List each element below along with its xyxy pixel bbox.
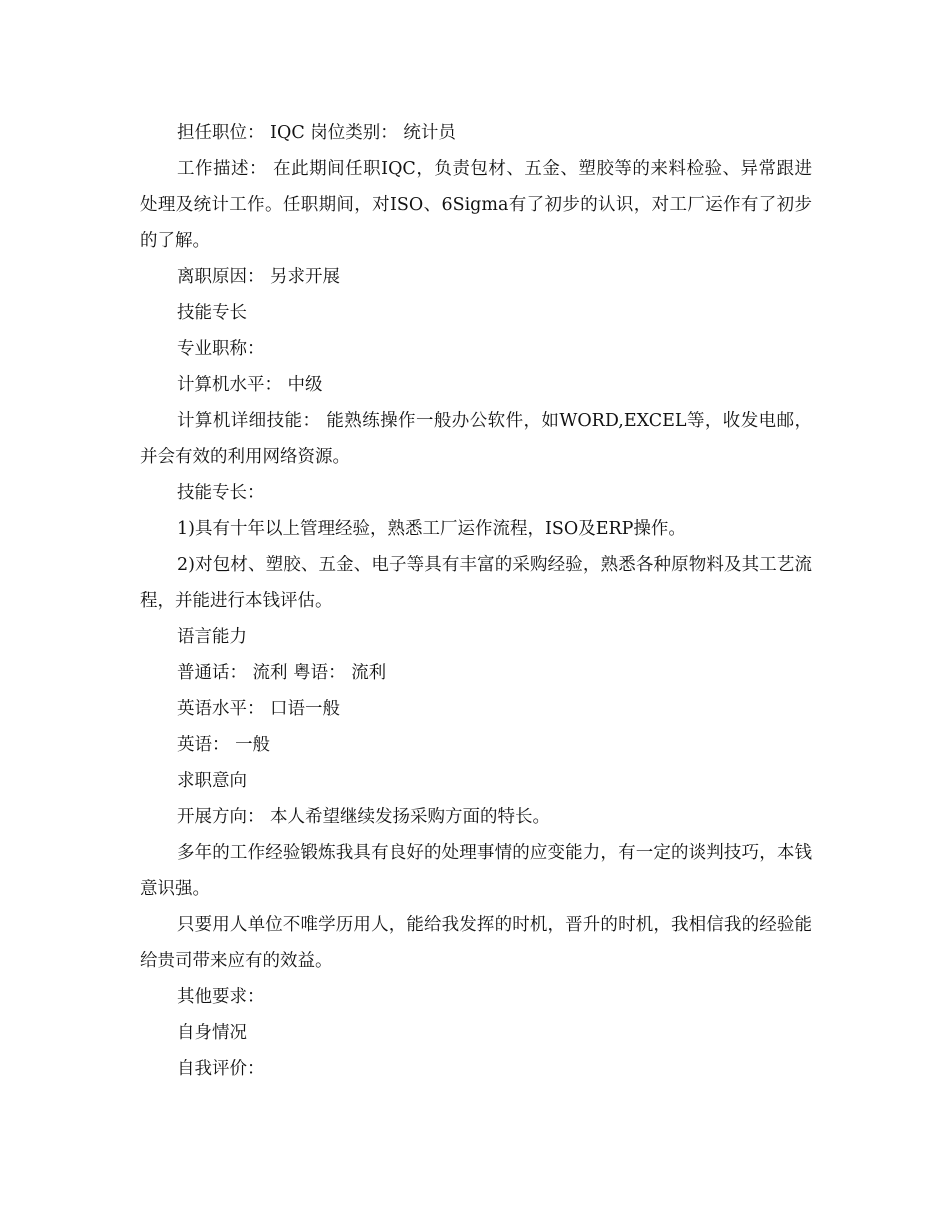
section-heading-skills: 技能专长	[177, 303, 247, 323]
paragraph-development-direction: 开展方向： 本人希望继续发扬采购方面的特长。	[177, 807, 551, 827]
paragraph-experience: 多年的工作经验锻炼我具有良好的处理事情的应变能力，有一定的谈判技巧，本钱意识强。	[140, 843, 812, 899]
paragraph-english-level: 英语水平： 口语一般	[177, 699, 341, 719]
paragraph-mandarin-cantonese: 普通话： 流利 粤语： 流利	[177, 663, 387, 683]
paragraph-skills-label: 技能专长：	[177, 483, 265, 503]
paragraph-computer-skills: 计算机详细技能： 能熟练操作一般办公软件，如WORD,EXCEL等，收发电邮，并会有效的利用网络资源。	[140, 411, 812, 467]
section-heading-personal-situation: 自身情况	[177, 1023, 247, 1043]
paragraph-english: 英语： 一般	[177, 735, 271, 755]
paragraph-skill-1: 1)具有十年以上管理经验，熟悉工厂运作流程，ISO及ERP操作。	[177, 519, 686, 539]
paragraph-expectation: 只要用人单位不唯学历用人，能给我发挥的时机，晋升的时机，我相信我的经验能给贵司带来应有的效益。	[140, 915, 812, 971]
paragraph-computer-level: 计算机水平： 中级	[177, 375, 323, 395]
paragraph-self-evaluation: 自我评价：	[177, 1059, 265, 1079]
section-heading-job-intention: 求职意向	[177, 771, 247, 791]
paragraph-skill-2: 2)对包材、塑胶、五金、电子等具有丰富的采购经验，熟悉各种原物料及其工艺流程，并能进行本钱评估。	[140, 555, 812, 611]
paragraph-professional-title: 专业职称：	[177, 339, 265, 359]
document-body	[140, 115, 812, 1087]
paragraph-other-requirements: 其他要求：	[177, 987, 265, 1007]
paragraph-leave-reason: 离职原因： 另求开展	[177, 267, 341, 287]
section-heading-language: 语言能力	[177, 627, 247, 647]
paragraph-job-description: 工作描述： 在此期间任职IQC，负责包材、五金、塑胶等的来料检验、异常跟进处理及统计工作。任职期间，对ISO、6Sigma有了初步的认识，对工厂运作有了初步的了解。	[140, 159, 812, 251]
paragraph-position: 担任职位： IQC 岗位类别： 统计员	[177, 123, 456, 143]
